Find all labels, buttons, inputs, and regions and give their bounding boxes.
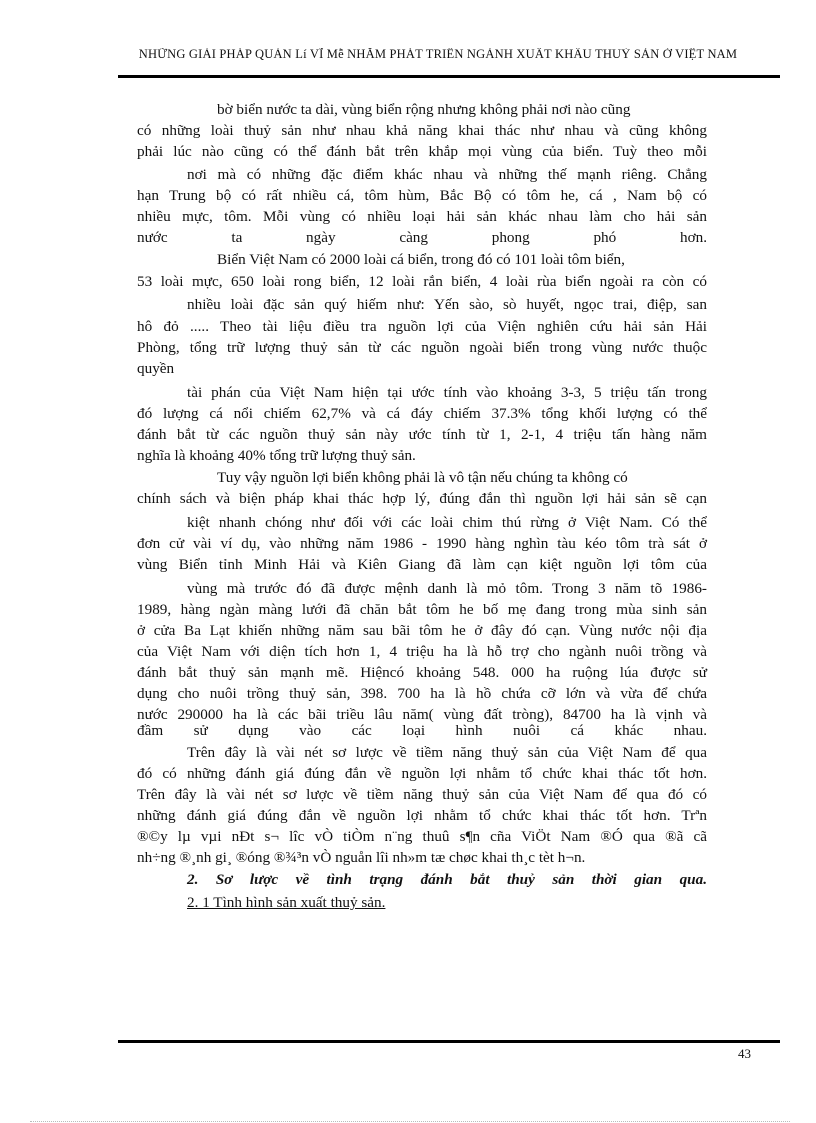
text-line: nhiều mực, tôm. Mỗi vùng có nhiều loại hải sản khác nhau làm cho hải sản: [137, 208, 707, 225]
header-rule: [118, 75, 780, 78]
text-line: bờ biển nước ta dài, vùng biển rộng nhưng không phải nơi nào cũng: [217, 101, 631, 118]
text-line: nghĩa là khoảng 40% tổng trữ lượng thuỷ sản.: [137, 447, 416, 464]
text-line: đánh bắt thuỷ sản mạnh mẽ. Hiệncó khoảng 548. 000 ha ruộng lúa được sử: [137, 664, 707, 681]
text-line: Biển Việt Nam có 2000 loài cá biển, trong đó có 101 loài tôm biển,: [217, 251, 625, 268]
text-line: hô đỏ ..... Theo tài liệu điều tra nguồn lợi của Viện nghiên cứu hải sản Hải: [137, 318, 707, 335]
text-line: có những loài thuỷ sản như nhau khả năng khai thác như nhau và cũng không: [137, 122, 707, 139]
text-line: ở cửa Ba Lạt khiến những năm sau bãi tôm he ở đây đó cạn. Vùng nước nội địa: [137, 622, 707, 639]
text-line: vùng Biển tỉnh Minh Hải và Kiên Giang đã làm cạn kiệt nguồn lợi tôm của: [137, 556, 707, 573]
footer-rule: [118, 1040, 780, 1043]
text-line: nhiều loài đặc sản quý hiếm như: Yến sào, sò huyết, ngọc trai, điệp, san: [187, 296, 707, 313]
text-line: nơi mà có những đặc điểm khác nhau và những thế mạnh riêng. Chẳng: [187, 166, 707, 183]
text-line: đánh bắt từ các nguồn thuỷ sản này ước tính từ 1, 2-1, 4 triệu tấn hàng năm: [137, 426, 707, 443]
text-line: nh÷ng ®¸nh gi¸ ®óng ®¾³n vÒ nguån lîi nh»m tæ chøc khai th¸c tèt h¬n.: [137, 849, 586, 866]
text-line: nước ta ngày càng phong phó hơn.: [137, 229, 707, 246]
text-line: hạn Trung bộ có rất nhiều cá, tôm hùm, Bắc Bộ có tôm he, cá , Nam bộ có: [137, 187, 707, 204]
text-line: đó có những đánh giá đúng đắn về nguồn lợi nhằm tổ chức khai thác tốt hơn.: [137, 765, 707, 782]
text-line: kiệt nhanh chóng như đối với các loài chim thú rừng ở Việt Nam. Có thể: [187, 514, 707, 531]
text-line: Tuy vậy nguồn lợi biển không phải là vô tận nếu chúng ta không có: [217, 469, 628, 486]
text-line: Trên đây là vài nét sơ lược về tiềm năng thuỷ sản của Việt Nam để qua: [187, 744, 707, 761]
running-header: NHỮNG GIẢI PHÁP QUẢN Lí VĨ Mễ NHẰM PHÁT TRIỂN NGÀNH XUẤT KHẨU THUỶ SẢN Ở VIỆT NAM: [138, 48, 738, 61]
page-number: 43: [738, 1046, 751, 1061]
text-line: nước 290000 ha là các bãi triều lâu năm( vùng đất tròng), 84700 ha là vịnh và: [137, 706, 707, 723]
text-line: 1989, hàng ngàn màng lưới đã chăn bắt tôm he bố mẹ đang trong mùa sinh sản: [137, 601, 707, 618]
text-line: vùng mà trước đó đã được mệnh danh là mỏ tôm. Trong 3 năm tõ 1986-: [187, 580, 707, 597]
text-line: quyền: [137, 360, 175, 377]
text-line: đơn cử vài ví dụ, vào những năm 1986 - 1990 hàng nghìn tàu kéo tôm trà sát ở: [137, 535, 707, 552]
text-line: Trên đây là vài nét sơ lược về tiềm năng thuỷ sản của Việt Nam để qua đó có: [137, 786, 707, 803]
text-line: của Việt Nam với diện tích hơn 1, 4 triệu ha là hỗ trợ cho ngành nuôi trồng và: [137, 643, 707, 660]
text-line: ®©y lµ vµi nÐt s¬ lîc vÒ tiÒm n¨ng thuû s¶n cña ViÖt Nam ®Ó qua ®ã cã: [137, 828, 707, 845]
text-line: những đánh giá đúng đắn về nguồn lợi nhằm tổ chức khai thác tốt hơn. Trªn: [137, 807, 707, 824]
subsection-heading: 2. 1 Tình hình sản xuất thuỷ sản.: [187, 894, 386, 911]
text-line: tài phán của Việt Nam hiện tại ước tính vào khoảng 3-3, 5 triệu tấn trong: [187, 384, 707, 401]
text-line: phải lúc nào cũng có thể đánh bắt trên khắp mọi vùng của biển. Tuỳ theo mỗi: [137, 143, 707, 160]
section-heading: 2. Sơ lược về tình trạng đánh bắt thuỷ sản thời gian qua.: [187, 871, 707, 888]
text-line: dụng cho nuôi trồng thuỷ sản, 398. 700 ha là hồ chứa cỡ lớn và vừa để chứa: [137, 685, 707, 702]
text-line: đó lượng cá nổi chiếm 62,7% và cá đáy chiếm 37.3% tổng khối lượng có thể: [137, 405, 707, 422]
page-edge-divider: [30, 1121, 790, 1122]
text-line: 53 loài mực, 650 loài rong biển, 12 loài rắn biển, 4 loài rùa biển ngoài ra còn có: [137, 273, 707, 290]
text-line: Phòng, tổng trữ lượng thuỷ sản từ các nguồn ngoài biển trong vùng nước thuộc: [137, 339, 707, 356]
text-line: chính sách và biện pháp khai thác hợp lý, đúng đắn thì nguồn lợi hải sản sẽ cạn: [137, 490, 707, 507]
text-line: đầm sử dụng vào các loại hình nuôi cá khác nhau.: [137, 722, 707, 739]
